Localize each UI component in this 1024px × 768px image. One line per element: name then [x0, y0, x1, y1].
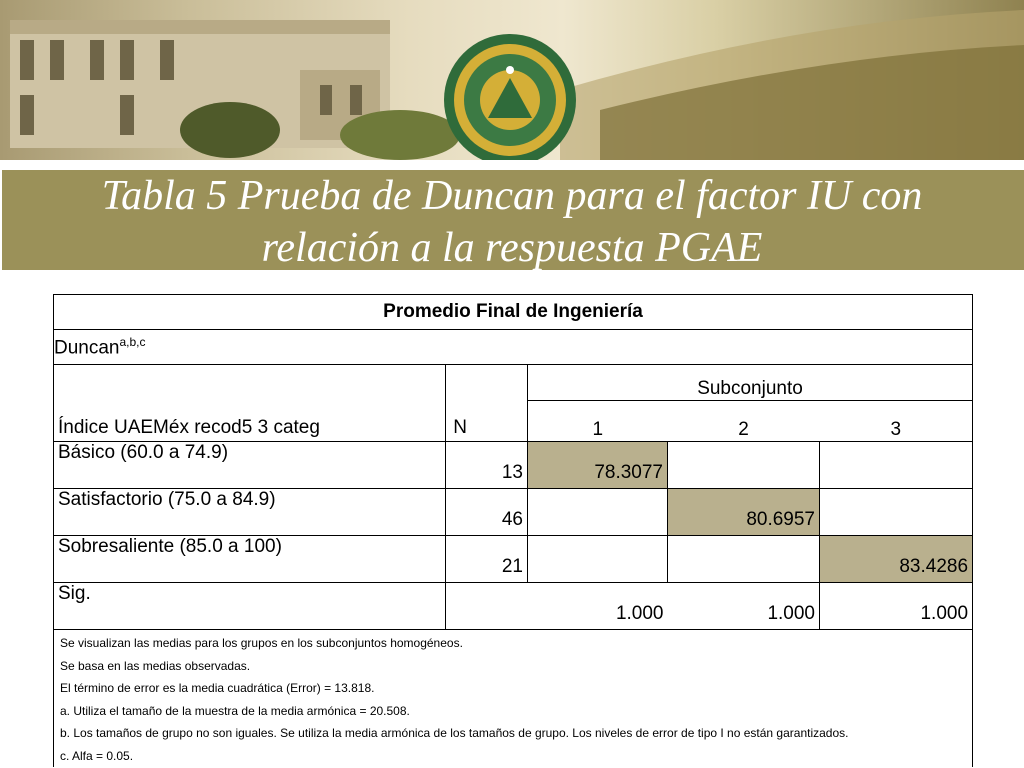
slide-title — [0, 170, 1024, 274]
method-label: Duncan — [54, 337, 120, 359]
row-label: Básico (60.0 a 74.9) — [54, 442, 446, 489]
footnote-line: a. Utiliza el tamaño de la muestra de la media armónica = 20.508. — [60, 703, 410, 718]
column-header-factor: Índice UAEMéx recod5 3 categ — [54, 365, 446, 442]
row-subset-1: 1.000 — [528, 583, 668, 630]
subset-col-2: 2 — [668, 401, 820, 442]
title-line-2: relación a la respuesta PGAE — [261, 225, 763, 271]
row-subset-1 — [528, 489, 668, 536]
row-subset-2: 80.6957 — [668, 489, 820, 536]
row-label: Satisfactorio (75.0 a 84.9) — [54, 489, 446, 536]
title-line-1: Tabla 5 Prueba de Duncan para el factor IU con — [101, 173, 923, 219]
row-subset-2 — [668, 442, 820, 489]
duncan-table — [53, 294, 973, 767]
footnote-line: c. Alfa = 0.05. — [60, 748, 134, 763]
table-row-sig — [54, 583, 973, 630]
row-subset-3: 83.4286 — [820, 536, 973, 583]
row-subset-3 — [820, 489, 973, 536]
footnote-line: Se visualizan las medias para los grupos en los subconjuntos homogéneos. — [60, 636, 463, 650]
method-row — [54, 330, 973, 365]
row-n: 46 — [446, 489, 528, 536]
row-n — [446, 583, 528, 630]
table-row — [54, 442, 973, 489]
row-subset-2: 1.000 — [668, 583, 820, 630]
row-label: Sig. — [54, 583, 446, 630]
footnotes — [54, 630, 973, 768]
row-subset-3 — [820, 442, 973, 489]
row-subset-3: 1.000 — [820, 583, 973, 630]
footnote-line: b. Los tamaños de grupo no son iguales. Se utiliza la media armónica de los tamaños de grupo. Los niveles de error de tipo I no están garantizados. — [60, 726, 849, 740]
row-subset-1 — [528, 536, 668, 583]
subset-col-3: 3 — [820, 401, 973, 442]
row-subset-1: 78.3077 — [528, 442, 668, 489]
footnote-line: Se basa en las medias observadas. — [60, 658, 251, 673]
column-header-subset: Subconjunto — [528, 365, 973, 401]
column-header-n: N — [446, 365, 528, 442]
footnote-line: El término de error es la media cuadrática (Error) = 13.818. — [60, 681, 375, 695]
table-row — [54, 536, 973, 583]
row-subset-2 — [668, 536, 820, 583]
subset-col-1: 1 — [528, 401, 668, 442]
university-seal-logo — [440, 30, 580, 160]
header-banner — [0, 0, 1024, 160]
table-heading: Promedio Final de Ingeniería — [54, 295, 973, 330]
row-label: Sobresaliente (85.0 a 100) — [54, 536, 446, 583]
table-row — [54, 489, 973, 536]
row-n: 21 — [446, 536, 528, 583]
row-n: 13 — [446, 442, 528, 489]
method-superscript: a,b,c — [119, 334, 146, 349]
